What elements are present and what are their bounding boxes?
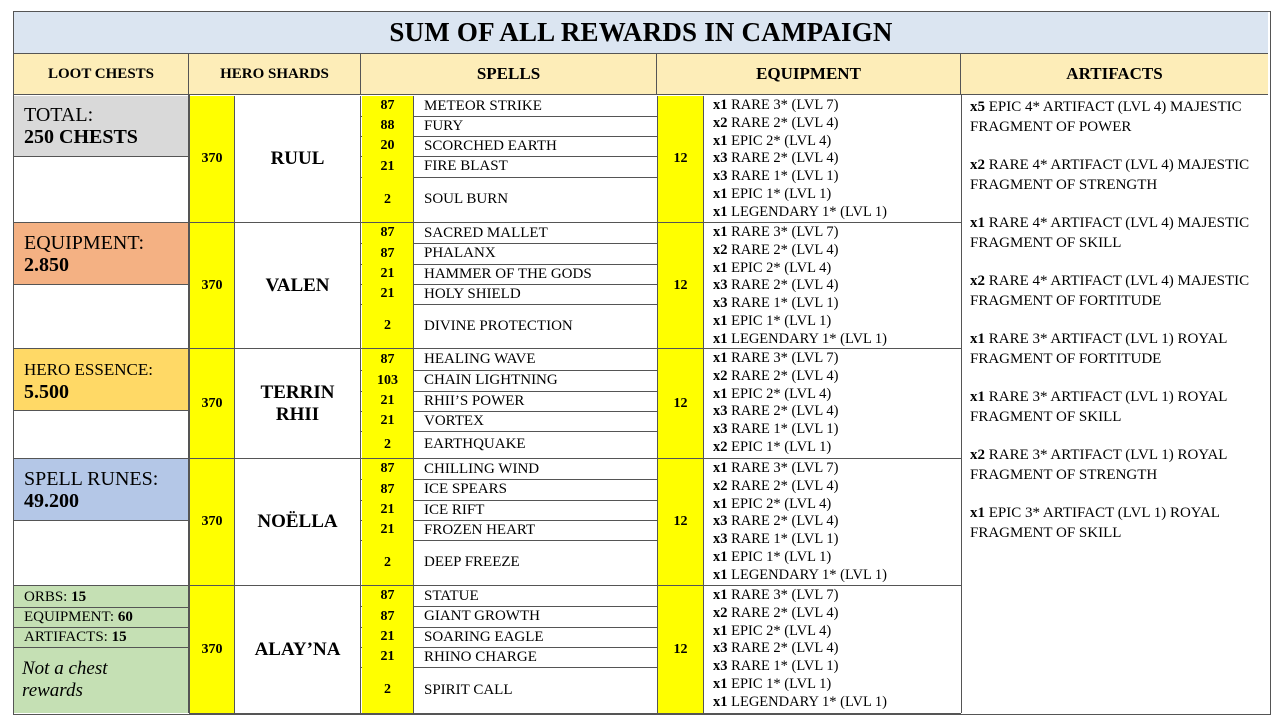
equipment-item (713, 331, 960, 349)
loot-note: Not a chest rewards (22, 658, 108, 701)
equipment-desc: RARE 2* (LVL 4) (727, 403, 839, 420)
equipment-desc: LEGENDARY 1* (LVL 1) (727, 693, 887, 710)
equipment-item (713, 224, 960, 242)
equipment-qty: x1 (713, 495, 728, 512)
spell-name: ICE SPEARS (424, 481, 507, 497)
equipment-desc: RARE 3* (LVL 7) (727, 350, 839, 366)
loot-spell-runes-value: 49.200 (24, 490, 79, 512)
spell-name: DEEP FREEZE (424, 554, 520, 570)
equipment-desc: LEGENDARY 1* (LVL 1) (727, 566, 887, 583)
equipment-desc: RARE 3* (LVL 7) (727, 460, 839, 476)
loot-orbs-label: ORBS: (24, 589, 68, 605)
equipment-desc: RARE 1* (LVL 1) (727, 531, 839, 548)
loot-spell-runes-label: SPELL RUNES: (24, 468, 159, 490)
loot-bonus-equipment (24, 608, 133, 627)
loot-total (14, 96, 188, 156)
artifacts-column (961, 95, 1268, 713)
artifact-qty: x5 (970, 99, 985, 115)
equipment-item (713, 295, 960, 313)
artifact-desc: RARE 3* ARTIFACT (LVL 1) ROYAL FRAGMENT OF FORTITUDE (970, 331, 1227, 367)
spell-name: CHILLING WIND (424, 460, 540, 477)
spell-name: FURY (424, 117, 464, 134)
equipment-qty: x1 (713, 259, 728, 276)
equipment-desc: EPIC 2* (LVL 4) (727, 259, 832, 276)
equipment-item (713, 242, 960, 260)
equipment-desc: RARE 3* (LVL 7) (727, 224, 839, 240)
equipment-item (713, 150, 960, 168)
equipment-list (658, 460, 960, 585)
spell-name: SOARING EAGLE (424, 628, 544, 645)
equipment-desc: RARE 3* (LVL 7) (727, 587, 839, 603)
header-equipment-label: EQUIPMENT (756, 64, 861, 83)
artifact-qty: x2 (970, 447, 985, 463)
artifact-item (970, 388, 1268, 427)
equipment-count: 12 (658, 586, 703, 713)
loot-artifacts-value: 15 (111, 629, 127, 645)
divider (360, 223, 361, 348)
equipment-qty: x3 (713, 640, 728, 657)
spell-name: CHAIN LIGHTNING (424, 372, 558, 388)
divider (360, 96, 361, 222)
header-spells-label: SPELLS (476, 64, 541, 83)
divider (189, 95, 190, 713)
equipment-qty: x2 (713, 114, 728, 131)
artifact-item (970, 156, 1268, 195)
equipment-item (713, 277, 960, 295)
spell-name: HAMMER OF THE GODS (424, 265, 592, 282)
equipment-item (713, 549, 960, 567)
artifact-item (970, 446, 1268, 485)
artifact-item (970, 214, 1268, 253)
equipment-item (713, 460, 960, 478)
hero-name: ALAY’NA (234, 586, 360, 713)
loot-hero-essence-value: 5.500 (24, 381, 69, 403)
equipment-desc: EPIC 1* (LVL 1) (727, 312, 832, 329)
spell-count: 87 (362, 223, 413, 243)
artifact-desc: EPIC 4* ARTIFACT (LVL 4) MAJESTIC FRAGMENT OF POWER (970, 99, 1242, 135)
loot-orbs-value: 15 (71, 589, 87, 605)
equipment-qty: x3 (713, 168, 728, 185)
equipment-item (713, 623, 960, 641)
spell-count: 87 (362, 349, 413, 370)
equipment-item (713, 658, 960, 676)
equipment-qty: x1 (713, 548, 728, 565)
spell-name: SCORCHED EARTH (424, 137, 557, 154)
hero-name-line: TERRIN (260, 381, 335, 403)
equipment-qty: x3 (713, 150, 728, 167)
page-title (14, 12, 1268, 54)
header-artifacts (961, 54, 1268, 95)
divider (360, 459, 361, 585)
equipment-list (658, 587, 960, 713)
equipment-qty: x2 (713, 241, 728, 258)
equipment-qty: x1 (713, 566, 728, 583)
spell-name: METEOR STRIKE (424, 97, 542, 114)
equipment-desc: EPIC 1* (LVL 1) (727, 675, 832, 692)
equipment-qty: x1 (713, 224, 728, 240)
equipment-desc: EPIC 2* (LVL 4) (727, 622, 832, 639)
equipment-qty: x1 (713, 587, 728, 603)
equipment-qty: x3 (713, 658, 728, 675)
hero-shards-count: 370 (190, 223, 234, 348)
spell-name: EARTHQUAKE (424, 436, 526, 452)
loot-spell-runes (14, 459, 188, 520)
equipment-item (713, 97, 960, 115)
spell-count: 87 (362, 479, 413, 500)
spell-count: 21 (362, 627, 413, 647)
spell-name: STATUE (424, 587, 479, 604)
loot-orbs (24, 588, 86, 607)
equipment-desc: RARE 3* (LVL 7) (727, 97, 839, 113)
spell-name: ICE RIFT (424, 501, 485, 518)
spell-name: FIRE BLAST (424, 158, 508, 174)
hero-name-line: RHII (275, 403, 320, 425)
equipment-qty: x3 (713, 403, 728, 420)
spell-count: 2 (362, 540, 413, 585)
equipment-item (713, 478, 960, 496)
loot-total-value: 250 CHESTS (24, 126, 138, 148)
equipment-desc: EPIC 1* (LVL 1) (727, 548, 832, 565)
equipment-qty: x1 (713, 675, 728, 692)
title-text: SUM OF ALL REWARDS IN CAMPAIGN (389, 17, 893, 47)
header-hero-shards (189, 54, 361, 95)
divider (413, 96, 414, 222)
spell-count: 21 (362, 284, 413, 304)
equipment-qty: x1 (713, 385, 728, 402)
equipment-item (713, 587, 960, 605)
equipment-item (713, 676, 960, 694)
artifact-desc: RARE 4* ARTIFACT (LVL 4) MAJESTIC FRAGMENT OF STRENGTH (970, 157, 1250, 193)
hero-name (234, 349, 360, 458)
spell-count: 87 (362, 459, 413, 479)
equipment-list (658, 350, 960, 458)
equipment-item (713, 133, 960, 151)
equipment-item (713, 204, 960, 222)
equipment-desc: EPIC 2* (LVL 4) (727, 385, 832, 402)
equipment-item (713, 115, 960, 133)
spell-name: SOUL BURN (424, 191, 509, 207)
equipment-desc: RARE 2* (LVL 4) (727, 367, 839, 384)
spell-name: DIVINE PROTECTION (424, 317, 573, 334)
divider (413, 349, 414, 458)
equipment-qty: x2 (713, 367, 728, 384)
equipment-qty: x1 (713, 185, 728, 202)
equipment-qty: x1 (713, 203, 728, 220)
equipment-qty: x1 (713, 312, 728, 329)
spell-count: 103 (362, 370, 413, 391)
spell-count: 87 (362, 243, 413, 264)
spell-count: 2 (362, 431, 413, 458)
spell-count: 87 (362, 96, 413, 116)
equipment-desc: LEGENDARY 1* (LVL 1) (727, 330, 887, 347)
equipment-desc: RARE 1* (LVL 1) (727, 421, 839, 438)
artifact-qty: x1 (970, 331, 985, 347)
hero-name: VALEN (234, 223, 360, 348)
equipment-qty: x3 (713, 421, 728, 438)
spell-count: 21 (362, 156, 413, 177)
spell-name: HOLY SHIELD (424, 285, 521, 302)
equipment-item (713, 350, 960, 368)
equipment-desc: RARE 2* (LVL 4) (727, 513, 839, 530)
artifact-desc: RARE 4* ARTIFACT (LVL 4) MAJESTIC FRAGMENT OF SKILL (970, 215, 1250, 251)
divider (413, 223, 414, 348)
hero-name: RUUL (234, 96, 360, 222)
equipment-qty: x1 (713, 132, 728, 149)
equipment-count: 12 (658, 96, 703, 222)
equipment-desc: LEGENDARY 1* (LVL 1) (727, 203, 887, 220)
artifact-qty: x1 (970, 215, 985, 231)
spell-name: SACRED MALLET (424, 224, 548, 241)
artifact-desc: RARE 4* ARTIFACT (LVL 4) MAJESTIC FRAGMENT OF FORTITUDE (970, 273, 1250, 309)
equipment-count: 12 (658, 349, 703, 458)
header-loot-chests (14, 54, 189, 95)
spell-count: 21 (362, 391, 413, 411)
divider (360, 349, 361, 458)
equipment-item (713, 496, 960, 514)
spell-name: RHII’S POWER (424, 392, 525, 409)
equipment-desc: EPIC 2* (LVL 4) (727, 495, 832, 512)
loot-equipment-label: EQUIPMENT: (24, 232, 145, 254)
spell-count: 21 (362, 411, 413, 431)
equipment-item (713, 605, 960, 623)
divider (189, 713, 961, 714)
equipment-item (713, 694, 960, 712)
spell-count: 20 (362, 136, 413, 156)
spell-name: FROZEN HEART (424, 521, 536, 538)
spell-name: PHALANX (424, 245, 496, 261)
artifact-qty: x2 (970, 273, 985, 289)
spell-count: 87 (362, 586, 413, 606)
equipment-qty: x1 (713, 330, 728, 347)
equipment-qty: x3 (713, 531, 728, 548)
loot-total-label: TOTAL: (24, 104, 94, 126)
equipment-list (658, 224, 960, 348)
equipment-desc: RARE 1* (LVL 1) (727, 168, 839, 185)
equipment-desc: RARE 1* (LVL 1) (727, 295, 839, 312)
spell-name: RHINO CHARGE (424, 648, 537, 665)
spell-name: VORTEX (424, 412, 484, 429)
equipment-qty: x1 (713, 693, 728, 710)
spell-name: HEALING WAVE (424, 351, 536, 367)
artifact-desc: RARE 3* ARTIFACT (LVL 1) ROYAL FRAGMENT OF STRENGTH (970, 447, 1227, 483)
header-loot-chests-label: LOOT CHESTS (47, 65, 155, 82)
spell-count: 88 (362, 116, 413, 136)
equipment-item (713, 386, 960, 404)
artifact-item (970, 330, 1268, 369)
equipment-qty: x2 (713, 438, 728, 455)
loot-bonus-equipment-value: 60 (117, 609, 133, 625)
loot-hero-essence-label: HERO ESSENCE: (24, 360, 153, 379)
artifact-qty: x1 (970, 389, 985, 405)
hero-shards-count: 370 (190, 459, 234, 585)
equipment-desc: RARE 2* (LVL 4) (727, 150, 839, 167)
equipment-desc: RARE 2* (LVL 4) (727, 604, 839, 621)
equipment-desc: EPIC 1* (LVL 1) (727, 438, 832, 455)
loot-equipment (14, 223, 188, 284)
equipment-item (713, 439, 960, 457)
equipment-qty: x2 (713, 477, 728, 494)
equipment-desc: EPIC 1* (LVL 1) (727, 185, 832, 202)
equipment-item (713, 513, 960, 531)
spell-count: 2 (362, 304, 413, 348)
spell-name: GIANT GROWTH (424, 608, 540, 624)
hero-shards-count: 370 (190, 349, 234, 458)
spell-count: 87 (362, 606, 413, 627)
spell-name: SPIRIT CALL (424, 681, 513, 698)
artifact-item (970, 272, 1268, 311)
equipment-list (658, 97, 960, 222)
spell-count: 2 (362, 177, 413, 222)
equipment-item (713, 186, 960, 204)
loot-artifacts (24, 628, 127, 647)
spell-count: 2 (362, 667, 413, 713)
spell-count: 21 (362, 520, 413, 540)
artifact-item (970, 504, 1268, 543)
equipment-qty: x3 (713, 295, 728, 312)
equipment-item (713, 313, 960, 331)
header-spells (361, 54, 657, 95)
equipment-qty: x1 (713, 350, 728, 366)
hero-shards-count: 370 (190, 586, 234, 713)
equipment-desc: EPIC 2* (LVL 4) (727, 132, 832, 149)
equipment-item (713, 260, 960, 278)
header-artifacts-label: ARTIFACTS (1066, 64, 1163, 83)
equipment-qty: x1 (713, 622, 728, 639)
hero-shards-count: 370 (190, 96, 234, 222)
equipment-desc: RARE 1* (LVL 1) (727, 658, 839, 675)
equipment-item (713, 403, 960, 421)
equipment-qty: x2 (713, 604, 728, 621)
spell-count: 21 (362, 264, 413, 284)
equipment-desc: RARE 2* (LVL 4) (727, 640, 839, 657)
equipment-qty: x1 (713, 460, 728, 476)
artifact-desc: RARE 3* ARTIFACT (LVL 1) ROYAL FRAGMENT OF SKILL (970, 389, 1227, 425)
header-hero-shards-label: HERO SHARDS (220, 65, 329, 82)
equipment-desc: RARE 2* (LVL 4) (727, 241, 839, 258)
loot-artifacts-label: ARTIFACTS: (24, 629, 108, 645)
loot-bonus-equipment-label: EQUIPMENT: (24, 609, 115, 625)
equipment-desc: RARE 2* (LVL 4) (727, 477, 839, 494)
equipment-desc: RARE 2* (LVL 4) (727, 277, 839, 294)
loot-hero-essence (14, 349, 188, 410)
artifact-desc: EPIC 3* ARTIFACT (LVL 1) ROYAL FRAGMENT OF SKILL (970, 505, 1220, 541)
equipment-desc: RARE 2* (LVL 4) (727, 114, 839, 131)
artifact-list (962, 95, 1268, 543)
equipment-item (713, 168, 960, 186)
hero-name: NOËLLA (234, 459, 360, 585)
artifact-item (970, 98, 1268, 137)
divider (413, 459, 414, 585)
equipment-item (713, 640, 960, 658)
artifact-qty: x2 (970, 157, 985, 173)
loot-equipment-value: 2.850 (24, 254, 69, 276)
equipment-qty: x1 (713, 97, 728, 113)
equipment-qty: x3 (713, 513, 728, 530)
equipment-item (713, 368, 960, 386)
spell-count: 21 (362, 647, 413, 667)
divider (413, 586, 414, 713)
equipment-count: 12 (658, 459, 703, 585)
equipment-count: 12 (658, 223, 703, 348)
spell-count: 21 (362, 500, 413, 520)
equipment-qty: x3 (713, 277, 728, 294)
artifact-qty: x1 (970, 505, 985, 521)
header-equipment (657, 54, 961, 95)
equipment-item (713, 567, 960, 585)
equipment-item (713, 421, 960, 439)
equipment-item (713, 531, 960, 549)
